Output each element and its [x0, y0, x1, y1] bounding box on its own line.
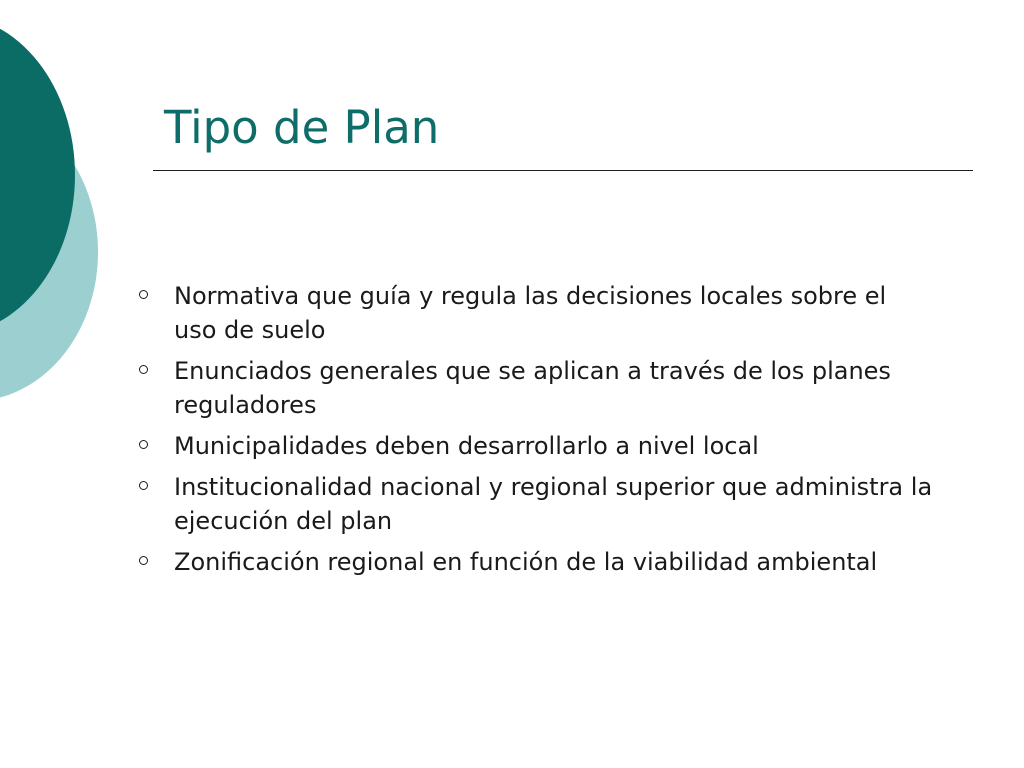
- bullet-item: [136, 354, 936, 422]
- bullet-item: [136, 279, 936, 347]
- hollow-circle-bullet-icon: [139, 481, 148, 490]
- title-divider: [153, 170, 973, 171]
- bullet-item: [136, 545, 936, 579]
- bullet-text: Zonificación regional en función de la viabilidad ambiental: [174, 548, 878, 576]
- bullet-text: Normativa que guía y regula las decisiones locales sobre el uso de suelo: [174, 282, 887, 344]
- hollow-circle-bullet-icon: [139, 556, 148, 565]
- bullet-text: Municipalidades deben desarrollarlo a nivel local: [174, 432, 759, 460]
- bullet-item: [136, 429, 936, 463]
- slide-title: Tipo de Plan: [164, 101, 440, 154]
- bullet-text: Enunciados generales que se aplican a través de los planes reguladores: [174, 357, 891, 419]
- hollow-circle-bullet-icon: [139, 440, 148, 449]
- bullet-text: Institucionalidad nacional y regional superior que administra la ejecución del plan: [174, 473, 933, 535]
- bullet-list: [136, 279, 936, 586]
- hollow-circle-bullet-icon: [139, 365, 148, 374]
- hollow-circle-bullet-icon: [139, 290, 148, 299]
- bullet-item: [136, 470, 936, 538]
